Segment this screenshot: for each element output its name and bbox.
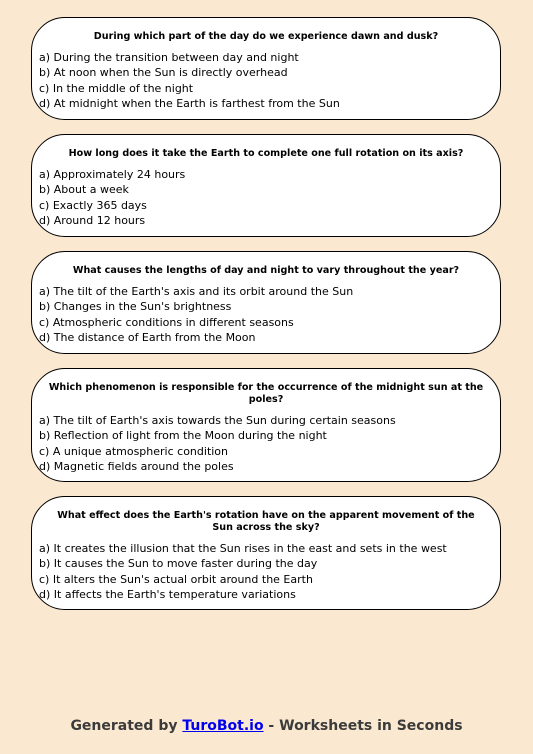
- answer-option-c: c) In the middle of the night: [39, 81, 194, 95]
- question-text: What effect does the Earth's rotation have on the apparent movement of the Sun across the sky?: [57, 510, 475, 533]
- answer-option-b: b) Reflection of light from the Moon during the night: [39, 429, 327, 443]
- turobot-link[interactable]: TuroBot.io: [182, 718, 264, 734]
- answer-option-c: c) Exactly 365 days: [39, 198, 147, 212]
- question-card-4: [31, 368, 501, 482]
- answer-option-d: d) Around 12 hours: [39, 213, 146, 227]
- question-card-5: [31, 496, 501, 610]
- question-card-1: [31, 17, 501, 120]
- answer-option-b: b) Changes in the Sun's brightness: [39, 300, 232, 314]
- footer-prefix: Generated by: [70, 718, 183, 734]
- answer-option-c: c) It alters the Sun's actual orbit around the Earth: [39, 572, 313, 586]
- answer-option-b: b) About a week: [39, 183, 129, 197]
- question-card-2: [31, 134, 501, 237]
- answer-option-a: a) Approximately 24 hours: [39, 168, 186, 181]
- answer-option-a: a) The tilt of the Earth's axis and its orbit around the Sun: [39, 285, 354, 298]
- answer-option-c: c) Atmospheric conditions in different seasons: [39, 315, 294, 329]
- answer-option-b: b) It causes the Sun to move faster during the day: [39, 557, 318, 571]
- question-text: Which phenomenon is responsible for the occurrence of the midnight sun at the poles?: [48, 382, 484, 405]
- footer-suffix: - Worksheets in Seconds: [263, 718, 463, 734]
- footer: [0, 718, 533, 734]
- answer-option-a: a) During the transition between day and night: [39, 51, 299, 64]
- answer-option-d: d) The distance of Earth from the Moon: [39, 330, 256, 344]
- question-text: During which part of the day do we experience dawn and dusk?: [93, 31, 439, 42]
- answer-option-a: a) It creates the illusion that the Sun rises in the east and sets in the west: [39, 542, 447, 555]
- question-card-3: [31, 251, 501, 354]
- answer-option-b: b) At noon when the Sun is directly overhead: [39, 66, 288, 80]
- answer-option-d: d) It affects the Earth's temperature variations: [39, 587, 296, 601]
- answer-option-d: d) Magnetic fields around the poles: [39, 459, 234, 473]
- answer-option-a: a) The tilt of Earth's axis towards the Sun during certain seasons: [39, 414, 396, 427]
- question-text: How long does it take the Earth to complete one full rotation on its axis?: [68, 148, 464, 159]
- answer-option-d: d) At midnight when the Earth is farthest from the Sun: [39, 96, 340, 110]
- answer-option-c: c) A unique atmospheric condition: [39, 444, 229, 458]
- question-text: What causes the lengths of day and night to vary throughout the year?: [72, 265, 460, 276]
